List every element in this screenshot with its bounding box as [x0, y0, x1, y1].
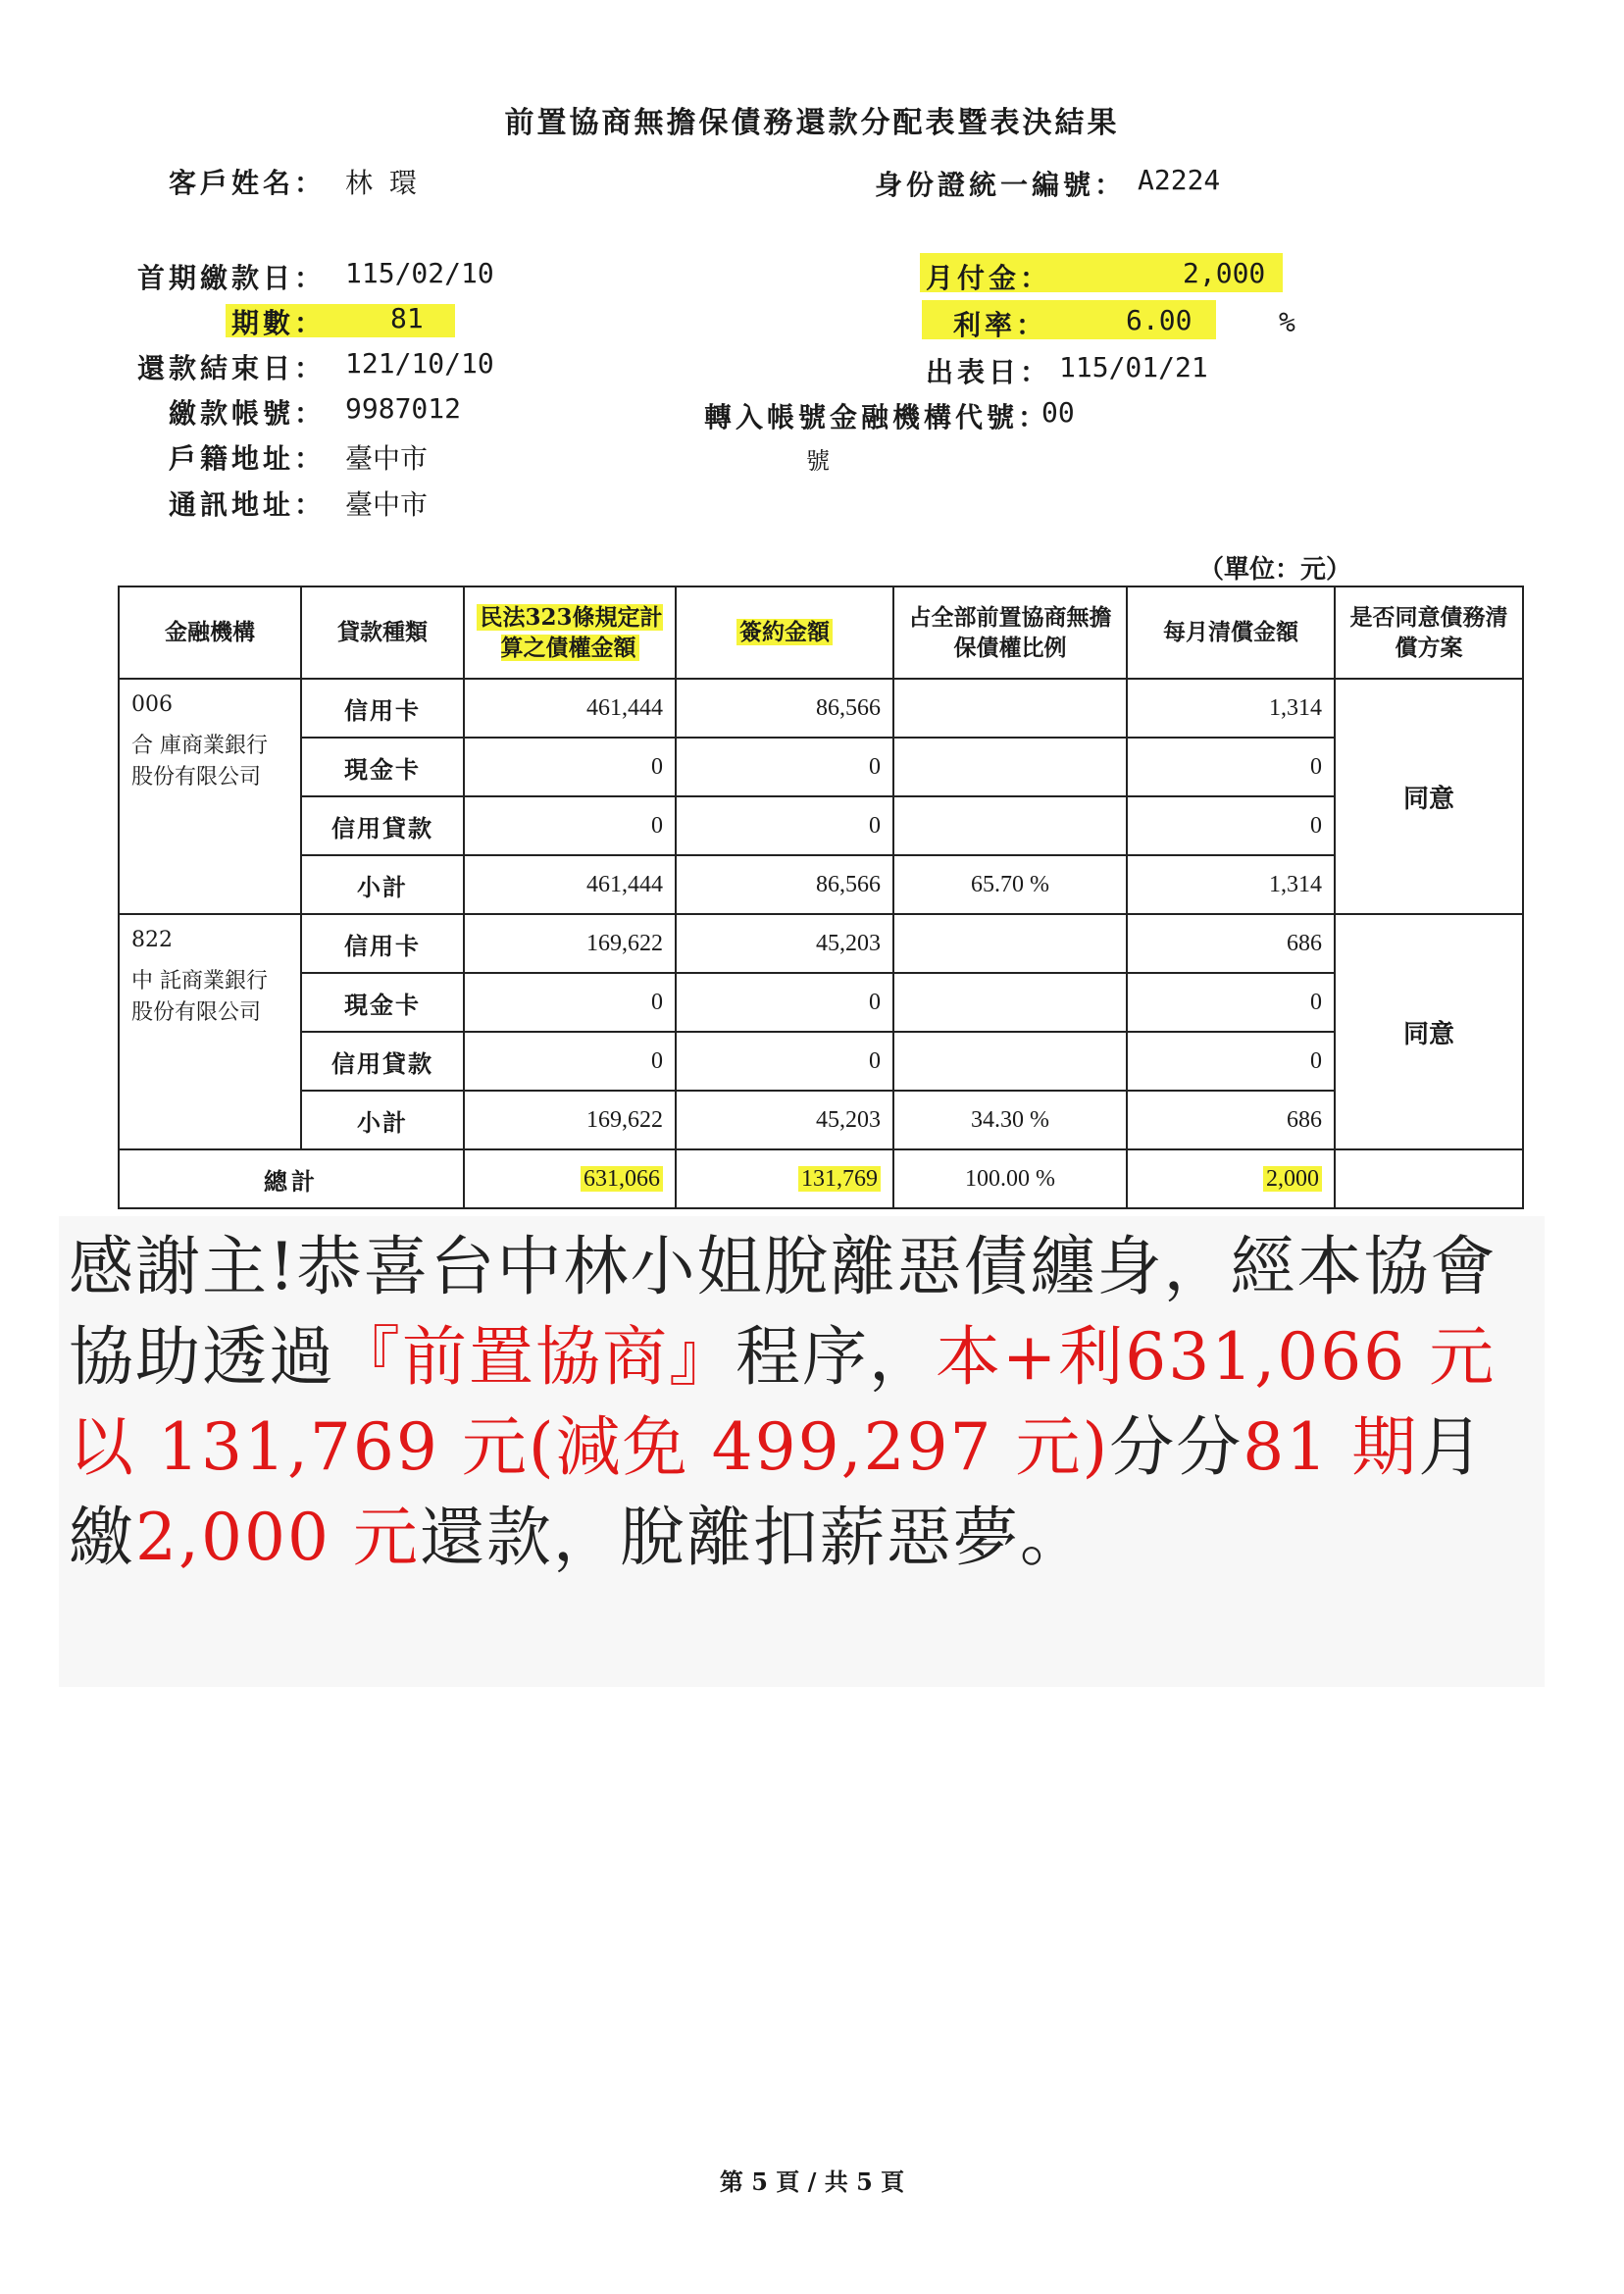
header-loan-type: 貸款種類: [301, 586, 464, 679]
table-row: [119, 738, 1523, 796]
bank-code: 822: [131, 928, 173, 952]
address-label: 戶籍地址：: [169, 442, 327, 475]
total-label: 總計: [119, 1149, 464, 1208]
rate-unit: %: [1279, 306, 1295, 338]
loan-type: 信用卡: [301, 679, 464, 738]
ratio: 65.70 %: [893, 855, 1127, 914]
table-header-row: [119, 586, 1523, 679]
claim-amount: 0: [464, 738, 676, 796]
message-highlight: 81 期: [1243, 1409, 1419, 1485]
first-payment-label: 首期繳款日：: [137, 262, 327, 294]
ratio: [893, 914, 1127, 973]
contract-amount: 0: [676, 973, 893, 1032]
total-ratio: 100.00 %: [893, 1149, 1127, 1208]
monthly-amount: 0: [1127, 796, 1335, 855]
header-contract-text: 簽約金額: [736, 619, 833, 645]
loan-type: 小計: [301, 855, 464, 914]
loan-type: 現金卡: [301, 973, 464, 1032]
table-row: [119, 973, 1523, 1032]
monthly-amount: 0: [1127, 973, 1335, 1032]
message-part: 月繳: [69, 1409, 1486, 1575]
issue-date-label: 出表日：: [926, 356, 1052, 388]
loan-type: 小計: [301, 1091, 464, 1149]
loan-type: 現金卡: [301, 738, 464, 796]
address-value: 臺中市: [345, 442, 429, 475]
message-highlight: 本+利631,066 元以 131,769 元(減免 499,297 元): [69, 1319, 1497, 1485]
table-row: [119, 796, 1523, 855]
first-payment-value: 115/02/10: [345, 257, 494, 289]
hao-text: 號: [806, 447, 830, 475]
contract-amount: 45,203: [676, 914, 893, 973]
monthly-amount: 0: [1127, 1032, 1335, 1091]
total-claim-text: 631,066: [581, 1166, 663, 1192]
monthly-amount: 1,314: [1127, 679, 1335, 738]
contract-amount: 0: [676, 1032, 893, 1091]
monthly-amount: 686: [1127, 1091, 1335, 1149]
congratulation-message: [59, 1216, 1545, 1687]
bank-code-label: 轉入帳號金融機構代號：: [704, 401, 1050, 433]
header-ratio: 占全部前置協商無擔保債權比例: [893, 586, 1127, 679]
document-title: 前置協商無擔保債務還款分配表暨表決結果: [504, 106, 1120, 140]
ratio: [893, 1032, 1127, 1091]
table-row: [119, 855, 1523, 914]
claim-amount: 169,622: [464, 1091, 676, 1149]
account-label: 繳款帳號：: [169, 397, 327, 430]
periods-value: 81: [390, 302, 424, 334]
message-part: 還款，脫離扣薪惡夢。: [419, 1500, 1087, 1575]
message-highlight: 2,000 元: [135, 1500, 420, 1575]
bank-code-value: 00: [1041, 396, 1075, 429]
header-monthly: 每月清償金額: [1127, 586, 1335, 679]
agree-cell: 同意: [1335, 679, 1523, 914]
mail-address-label: 通訊地址：: [169, 488, 327, 521]
claim-amount: 461,444: [464, 679, 676, 738]
ratio: [893, 973, 1127, 1032]
total-claim: [464, 1149, 676, 1208]
message-part: 感謝主!恭喜台中林小姐脫離惡債纏身，經本協會協助透過: [69, 1229, 1497, 1395]
contract-amount: 0: [676, 738, 893, 796]
contract-amount: 45,203: [676, 1091, 893, 1149]
monthly-payment-value: 2,000: [1183, 257, 1266, 289]
monthly-payment-label: 月付金：: [926, 262, 1052, 294]
monthly-amount: 0: [1127, 738, 1335, 796]
monthly-amount: 1,314: [1127, 855, 1335, 914]
mail-address-value: 臺中市: [345, 488, 429, 521]
total-contract-text: 131,769: [798, 1166, 881, 1192]
contract-amount: 86,566: [676, 679, 893, 738]
customer-name-label: 客戶姓名：: [169, 167, 327, 199]
ratio: [893, 679, 1127, 738]
total-agree: [1335, 1149, 1523, 1208]
message-part: 分分: [1109, 1409, 1243, 1485]
header-claim-text: 民法323條規定計算之債權金額: [477, 604, 662, 661]
total-monthly-text: 2,000: [1263, 1166, 1322, 1192]
loan-type: 信用貸款: [301, 1032, 464, 1091]
ratio: 34.30 %: [893, 1091, 1127, 1149]
total-contract: [676, 1149, 893, 1208]
loan-type: 信用貸款: [301, 796, 464, 855]
rate-label: 利率：: [953, 309, 1048, 341]
header-claim: [464, 586, 676, 679]
message-highlight: 『前置協商』: [335, 1319, 736, 1395]
account-value: 9987012: [345, 392, 462, 425]
ratio: [893, 738, 1127, 796]
unit-label: （單位：元）: [1198, 555, 1352, 585]
periods-label: 期數：: [231, 307, 327, 339]
monthly-amount: 686: [1127, 914, 1335, 973]
agree-cell: 同意: [1335, 914, 1523, 1149]
table-row: [119, 1091, 1523, 1149]
issue-date-value: 115/01/21: [1059, 351, 1208, 383]
total-row: [119, 1149, 1523, 1208]
bank-cell: [119, 914, 301, 1149]
claim-amount: 461,444: [464, 855, 676, 914]
end-date-value: 121/10/10: [345, 347, 494, 380]
bank-code: 006: [131, 692, 173, 717]
header-agree: 是否同意債務清償方案: [1335, 586, 1523, 679]
id-label: 身份證統一編號：: [875, 169, 1127, 201]
table-row: [119, 1032, 1523, 1091]
claim-amount: 0: [464, 796, 676, 855]
total-monthly: [1127, 1149, 1335, 1208]
id-value: A2224: [1138, 164, 1221, 196]
customer-name-value: 林 環: [345, 167, 417, 199]
table-row: [119, 679, 1523, 738]
debt-allocation-table: [118, 586, 1524, 1209]
message-part: 程序，: [736, 1319, 936, 1395]
contract-amount: 86,566: [676, 855, 893, 914]
ratio: [893, 796, 1127, 855]
bank-name: 合 庫商業銀行股份有限公司: [131, 733, 268, 790]
bank-name: 中 託商業銀行股份有限公司: [131, 968, 268, 1025]
claim-amount: 169,622: [464, 914, 676, 973]
table-row: [119, 914, 1523, 973]
rate-value: 6.00: [1126, 304, 1193, 336]
header-contract: [676, 586, 893, 679]
loan-type: 信用卡: [301, 914, 464, 973]
header-institution: 金融機構: [119, 586, 301, 679]
page-number: 第 5 頁 / 共 5 頁: [719, 2167, 905, 2196]
end-date-label: 還款結束日：: [137, 352, 327, 384]
claim-amount: 0: [464, 1032, 676, 1091]
claim-amount: 0: [464, 973, 676, 1032]
contract-amount: 0: [676, 796, 893, 855]
bank-cell: [119, 679, 301, 914]
